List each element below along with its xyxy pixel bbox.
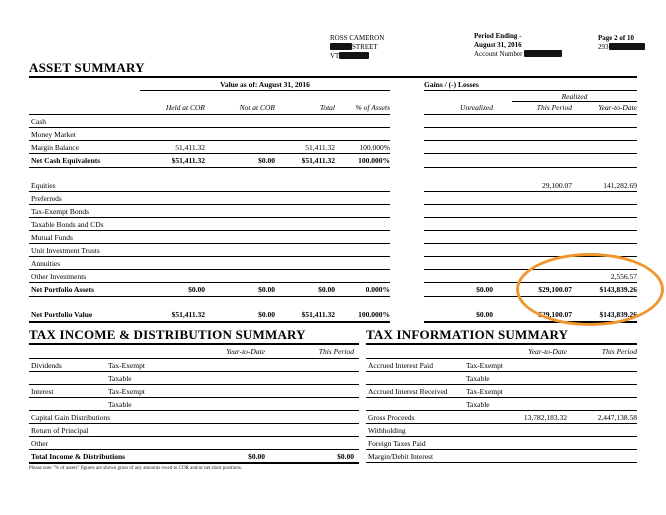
row-rule-right (424, 153, 637, 154)
net-portfolio-value-ytd: $143,839.26 (599, 310, 637, 319)
row-rule (29, 191, 390, 192)
row-label: Mutual Funds (31, 233, 73, 242)
row-rule-right (424, 269, 637, 270)
row-not: $0.00 (258, 156, 275, 165)
row-label: Dividends (31, 361, 62, 370)
total-income-rule (29, 462, 359, 464)
row-not: $0.00 (258, 285, 275, 294)
row-label: Net Cash Equivalents (31, 156, 101, 165)
row-rule (29, 167, 390, 168)
row-rule (366, 462, 637, 463)
tax-income-title: TAX INCOME & DISTRIBUTION SUMMARY (29, 327, 306, 342)
row-rule (366, 436, 637, 437)
row-sublabel: Tax-Exempt (108, 361, 145, 370)
row-label: Equities (31, 181, 56, 190)
row-rule (366, 397, 637, 398)
row-ytd: 141,282.69 (603, 181, 637, 190)
col-total: Total (319, 103, 335, 112)
row-label: Annuities (31, 259, 61, 268)
net-portfolio-value-total: $51,411.32 (301, 310, 335, 319)
row-rule-right (424, 256, 637, 257)
account-holder-street: STREET (330, 43, 384, 52)
row-sublabel: Tax-Exempt (466, 387, 503, 396)
realized-heading: Realized (561, 92, 588, 101)
net-portfolio-value-this-period: $29,100.07 (538, 310, 572, 319)
row-sublabel: Tax-Exempt (466, 361, 503, 370)
account-number-row (474, 50, 562, 59)
row-label: Margin Balance (31, 143, 79, 152)
page-account-number: 293 (598, 43, 645, 52)
row-label: Tax-Exempt Bonds (31, 207, 90, 216)
row-rule (29, 269, 390, 270)
row-label: Net Portfolio Assets (31, 285, 94, 294)
asset-summary-title: ASSET SUMMARY (29, 60, 145, 75)
row-rule-right (424, 296, 637, 297)
row-total: $51,411.32 (301, 156, 335, 165)
document-header (0, 24, 666, 62)
col-this-period: This Period (536, 103, 572, 112)
row-rule (29, 230, 390, 231)
row-rule (29, 384, 359, 385)
total-income-this-period: $0.00 (337, 452, 354, 461)
account-holder-block (330, 34, 384, 61)
tax-info-header-rule (366, 358, 637, 359)
net-portfolio-value-held: $51,411.32 (171, 310, 205, 319)
row-total: 51,411.32 (305, 143, 335, 152)
row-rule (29, 423, 359, 424)
row-total: $0.00 (318, 285, 335, 294)
row-rule (29, 153, 390, 154)
row-rule (366, 449, 637, 450)
row-rule-right (424, 230, 637, 231)
row-sublabel: Taxable (466, 374, 490, 383)
footnote: Please note "% of assets" figures are shown gross of any amounts owed to COR and/or net short positions. (29, 466, 243, 471)
redaction-bar (330, 43, 352, 50)
page-block (598, 34, 645, 52)
row-rule-right (424, 127, 637, 128)
row-ytd: 2,556.57 (610, 272, 637, 281)
row-rule (29, 140, 390, 141)
value-as-of-underline (140, 90, 390, 91)
row-this-period: $29,100.07 (538, 285, 572, 294)
tax-income-top-rule (29, 343, 359, 345)
account-number-label: Account Number (474, 50, 523, 58)
row-label: Accrued Interest Paid (368, 361, 433, 370)
row-rule (366, 410, 637, 411)
row-sublabel: Taxable (466, 400, 490, 409)
tax-info-col-ytd: Year-to-Date (528, 347, 567, 356)
net-portfolio-value-not: $0.00 (258, 310, 275, 319)
row-rule (29, 436, 359, 437)
row-pct: 0.000% (365, 285, 390, 294)
tax-income-col-ytd: Year-to-Date (226, 347, 265, 356)
account-holder-state: VT (330, 52, 384, 61)
row-label: Margin/Debit Interest (368, 452, 434, 461)
row-this-period: 29,100.07 (542, 181, 572, 190)
total-income-ytd: $0.00 (248, 452, 265, 461)
net-portfolio-value-unrealized: $0.00 (476, 310, 493, 319)
row-label: Foreign Taxes Paid (368, 439, 426, 448)
col-held-at-cor: Held at COR (165, 103, 205, 112)
row-label: Money Market (31, 130, 76, 139)
net-portfolio-value-rule-right (424, 321, 637, 323)
col-not-at-cor: Not at COR (239, 103, 275, 112)
row-label: Gross Proceeds (368, 413, 415, 422)
row-sublabel: Tax-Exempt (108, 387, 145, 396)
row-this-period: 2,447,138.58 (597, 413, 637, 422)
redaction-bar (609, 43, 645, 50)
redaction-bar (339, 52, 369, 59)
row-label: Unit Investment Trusts (31, 246, 100, 255)
row-unrealized: $0.00 (476, 285, 493, 294)
net-portfolio-value-rule-left (29, 321, 390, 323)
row-rule (29, 204, 390, 205)
tax-income-col-this-period: This Period (318, 347, 354, 356)
col-pct-assets: % of Assets (355, 103, 390, 112)
row-held: $0.00 (188, 285, 205, 294)
row-rule (29, 282, 390, 283)
period-value: August 31, 2016 (474, 41, 522, 49)
row-rule (29, 397, 359, 398)
row-label: Accrued Interest Received (368, 387, 448, 396)
row-label: Other Investments (31, 272, 87, 281)
row-rule (29, 449, 359, 450)
row-rule-right (424, 167, 637, 168)
realized-underline (512, 101, 637, 102)
page-number: Page 2 of 10 (598, 34, 634, 42)
asset-summary-top-rule (29, 76, 637, 78)
col-year-to-date: Year-to-Date (598, 103, 637, 112)
row-label: Withholding (368, 426, 406, 435)
row-rule-right (424, 140, 637, 141)
row-rule (29, 217, 390, 218)
tax-info-top-rule (366, 343, 637, 345)
row-rule-right (424, 217, 637, 218)
period-block (474, 32, 562, 59)
row-label: Return of Principal (31, 426, 89, 435)
row-pct: 100.000% (358, 156, 390, 165)
row-rule (366, 371, 637, 372)
row-rule (29, 296, 390, 297)
account-holder-name: ROSS CAMERON (330, 34, 385, 42)
row-rule (29, 371, 359, 372)
row-sublabel: Taxable (108, 374, 132, 383)
asset-header-rule-left (29, 114, 390, 115)
row-rule (29, 410, 359, 411)
period-label: Period Ending - (474, 32, 522, 40)
net-portfolio-value-label: Net Portfolio Value (31, 310, 93, 319)
row-ytd: $143,839.26 (599, 285, 637, 294)
tax-information-title: TAX INFORMATION SUMMARY (366, 327, 569, 342)
row-pct: 100.000% (359, 143, 390, 152)
tax-info-col-this-period: This Period (601, 347, 637, 356)
row-label: Taxable Bonds and CDs (31, 220, 104, 229)
row-rule (29, 127, 390, 128)
row-label: Interest (31, 387, 54, 396)
col-unrealized: Unrealized (459, 103, 493, 112)
net-portfolio-value-pct: 100.000% (358, 310, 390, 319)
tax-income-header-rule (29, 358, 359, 359)
row-label: Preferreds (31, 194, 62, 203)
row-held: $51,411.32 (171, 156, 205, 165)
row-label: Cash (31, 117, 46, 126)
asset-header-rule-right (424, 114, 637, 115)
row-rule-right (424, 204, 637, 205)
gains-losses-underline (424, 90, 637, 91)
row-rule (366, 384, 637, 385)
row-rule-right (424, 191, 637, 192)
row-rule-right (424, 243, 637, 244)
row-rule (29, 243, 390, 244)
row-label: Capital Gain Distributions (31, 413, 111, 422)
row-label: Other (31, 439, 49, 448)
row-held: 51,411.32 (175, 143, 205, 152)
row-sublabel: Taxable (108, 400, 132, 409)
value-as-of-heading: Value as of: August 31, 2016 (220, 80, 310, 89)
row-rule-right (424, 282, 637, 283)
total-income-label: Total Income & Distributions (31, 452, 126, 461)
redaction-bar (524, 50, 562, 57)
row-rule (29, 256, 390, 257)
gains-losses-heading: Gains / (-) Losses (424, 80, 479, 89)
row-ytd: 13,782,183.32 (523, 413, 567, 422)
row-rule (366, 423, 637, 424)
